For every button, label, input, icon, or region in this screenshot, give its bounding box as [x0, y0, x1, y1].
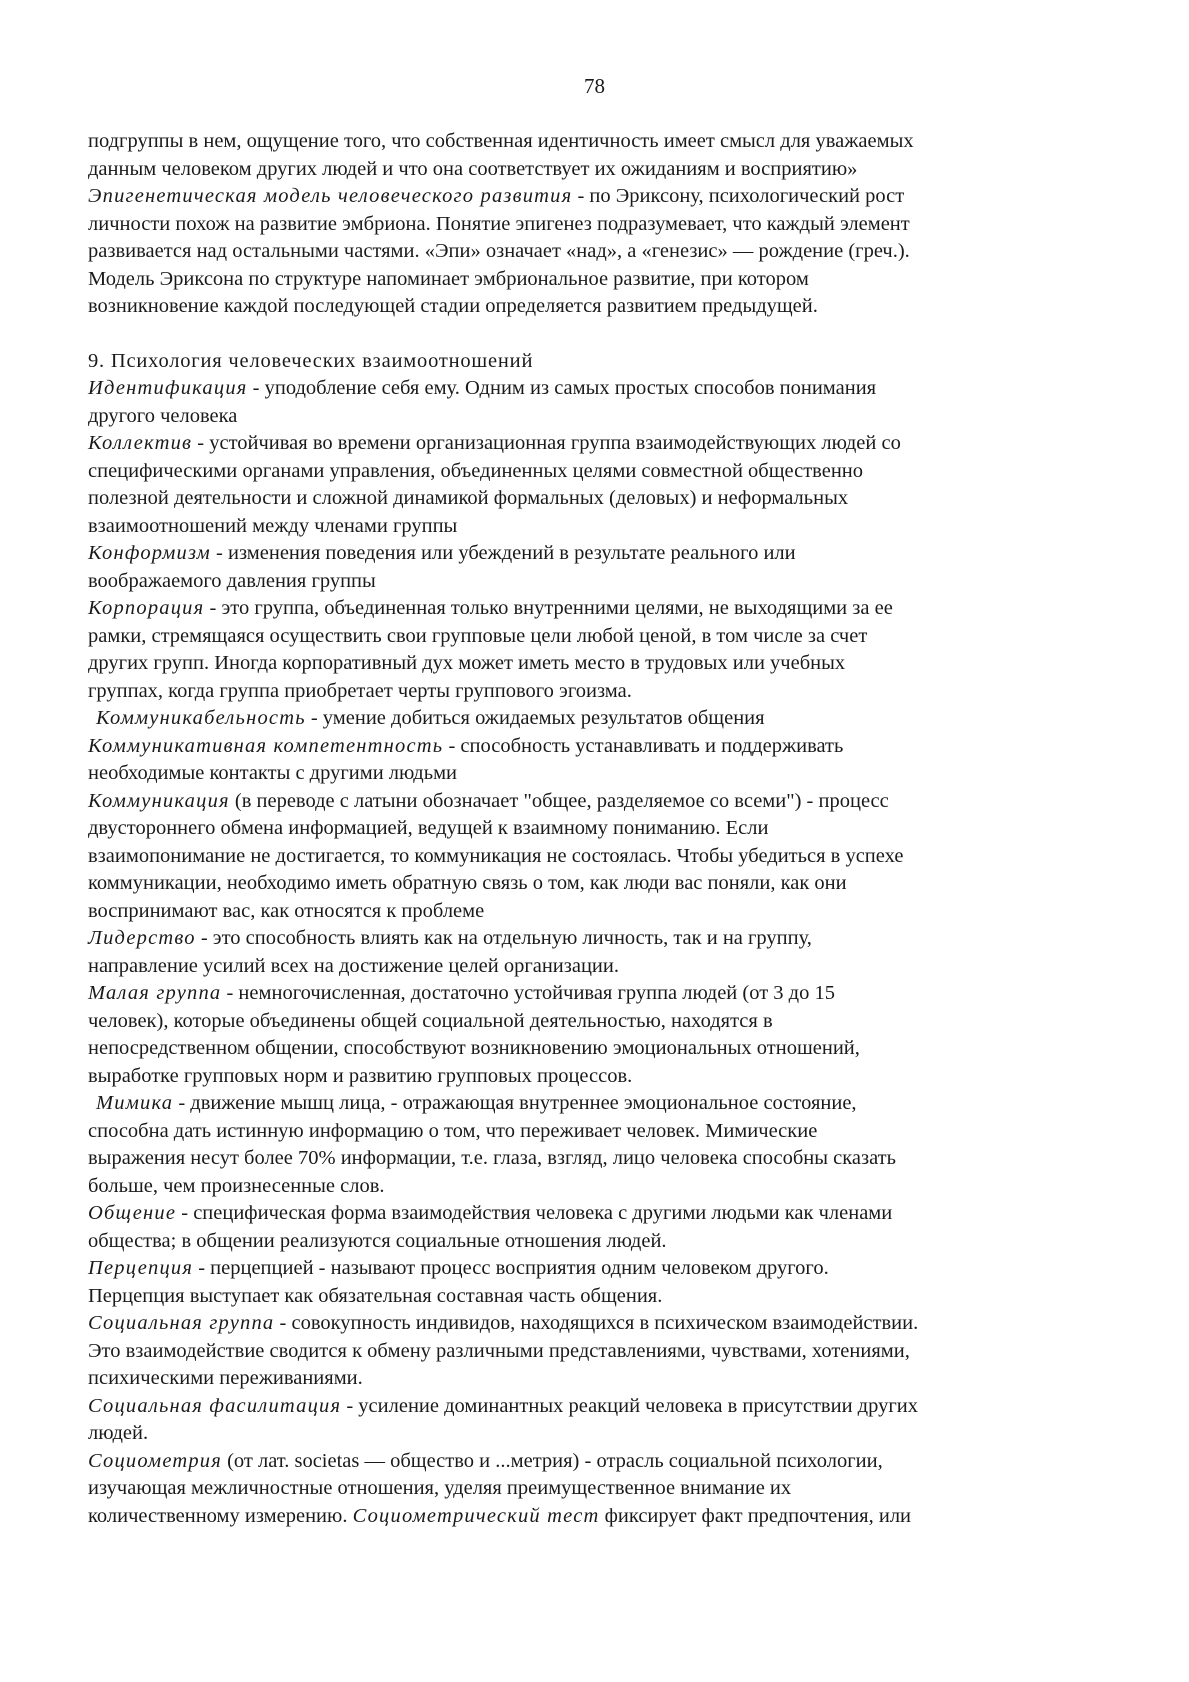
glossary-term: Социометрия — [88, 1449, 222, 1472]
text-line: развивается над остальными частями. «Эпи» означает «над», а «генезис» — рождение (греч.). — [88, 240, 910, 262]
glossary-term: Мимика — [96, 1092, 174, 1114]
definition-text: (в переводе с латыни обозначает "общее, разделяемое со всеми") - процесс — [229, 789, 889, 812]
glossary-term: Лидерство — [88, 927, 196, 949]
definition-text: (от лат. societas — общество и ...метрия) - отрасль социальной психологии, — [221, 1449, 883, 1472]
text-line: человек), которые объединены общей социальной деятельностью, находятся в — [88, 1009, 773, 1032]
glossary-term: Корпорация — [88, 597, 205, 619]
glossary-term: Идентификация — [88, 377, 248, 399]
glossary-term: Социальная группа — [88, 1312, 275, 1334]
glossary-entry-communicative-competence — [88, 733, 1088, 761]
text-line: других групп. Иногда корпоративный дух может иметь место в трудовых или учебных — [88, 652, 846, 674]
definition-text: - умение добиться ожидаемых результатов общения — [305, 707, 765, 729]
glossary-entry-sociability — [88, 705, 1088, 733]
glossary-entry-perception — [88, 1255, 1088, 1283]
text-line: изучающая межличностные отношения, уделяя преимущественное внимание их — [88, 1477, 792, 1499]
glossary-entry-communication — [88, 788, 1088, 816]
definition-text: - это группа, объединенная только внутренними целями, не выходящими за ее — [204, 597, 893, 619]
glossary-term: Коммуникация — [88, 789, 230, 812]
text-line: группах, когда группа приобретает черты группового эгоизма. — [88, 679, 632, 702]
glossary-term: Социальная фасилитация — [88, 1394, 342, 1417]
definition-text: - совокупность индивидов, находящихся в психическом взаимодействии. — [274, 1312, 919, 1334]
glossary-entry-social-group — [88, 1310, 1088, 1338]
definition-text: - способность устанавливать и поддерживать — [443, 734, 844, 757]
glossary-term: Перцепция — [88, 1257, 194, 1279]
definition-text: - перцепцией - называют процесс восприятия одним человеком другого. — [193, 1257, 829, 1279]
glossary-term: Конформизм — [88, 542, 211, 564]
text-line: больше, чем произнесенные слов. — [88, 1174, 385, 1197]
glossary-entry-corporation — [88, 595, 1088, 623]
text-line: взаимоотношений между членами группы — [88, 514, 458, 537]
text-line: необходимые контакты с другими людьми — [88, 762, 458, 784]
text-line: двустороннего обмена информацией, ведущей к взаимному пониманию. Если — [88, 817, 769, 839]
definition-text: - немногочисленная, достаточно устойчивая группа людей (от 3 до 15 — [221, 982, 835, 1004]
glossary-term: Малая группа — [88, 982, 222, 1004]
glossary-term: Социометрический тест — [352, 1504, 600, 1527]
text-line: Модель Эриксона по структуре напоминает эмбриональное развитие, при котором — [88, 267, 809, 290]
definition-text: - специфическая форма взаимодействия человека с другими людьми как членами — [176, 1202, 893, 1224]
page-number: 78 — [584, 74, 605, 98]
text-line: выражения несут более 70% информации, т.е. глаза, взгляд, лицо человека способны сказать — [88, 1147, 896, 1169]
definition-text: фиксирует факт предпочтения, или — [599, 1504, 912, 1527]
definition-text: - движение мышц лица, - отражающая внутреннее эмоциональное состояние, — [173, 1092, 857, 1114]
text-line: возникновение каждой последующей стадии определяется развитием предыдущей. — [88, 295, 818, 317]
text-line: взаимопонимание не достигается, то коммуникация не состоялась. Чтобы убедиться в успехе — [88, 844, 904, 867]
text-line: рамки, стремящаяся осуществить свои групповые цели любой ценой, в том числе за счет — [88, 624, 868, 647]
glossary-term: Общение — [88, 1202, 177, 1224]
text-line: воспринимают вас, как относятся к проблеме — [88, 899, 485, 922]
text-line: непосредственном общении, способствуют возникновению эмоциональных отношений, — [88, 1037, 860, 1059]
text-line: психическими переживаниями. — [88, 1367, 363, 1389]
text-line — [88, 1503, 1088, 1531]
glossary-entry-social-facilitation — [88, 1393, 1088, 1421]
glossary-entry-interaction — [88, 1200, 1088, 1228]
definition-text: - это способность влиять как на отдельную личность, так и на группу, — [195, 927, 812, 949]
text-line: другого человека — [88, 404, 238, 427]
text-line: личности похож на развитие эмбриона. Понятие эпигенез подразумевает, что каждый элемент — [88, 212, 910, 235]
text-line: коммуникации, необходимо иметь обратную связь о том, как люди вас поняли, как они — [88, 872, 847, 894]
text-line: подгруппы в нем, ощущение того, что собственная идентичность имеет смысл для уважаемых — [88, 130, 914, 152]
definition-text: - изменения поведения или убеждений в результате реального или — [210, 542, 796, 564]
text-line: Перцепция выступает как обязательная составная часть общения. — [88, 1284, 663, 1307]
section-heading: 9. Психология человеческих взаимоотношений — [88, 349, 534, 372]
glossary-term: Коммуникабельность — [96, 707, 306, 729]
glossary-entry-facial-expression — [88, 1090, 1088, 1118]
document-body — [88, 128, 1088, 1530]
text-line: специфическими органами управления, объединенных целями совместной общественно — [88, 459, 864, 482]
text-line: способна дать истинную информацию о том, что переживает человек. Мимические — [88, 1119, 818, 1142]
glossary-entry-collective — [88, 430, 1088, 458]
definition-text: - уподобление себя ему. Одним из самых простых способов понимания — [247, 377, 877, 399]
glossary-entry-epigenetic-model — [88, 183, 1088, 211]
paragraph-gap — [88, 321, 1088, 348]
glossary-entry-small-group — [88, 980, 1088, 1008]
text-line: выработке групповых норм и развитию групповых процессов. — [88, 1064, 633, 1087]
glossary-entry-leadership — [88, 925, 1088, 953]
definition-text: количественному измерению. — [88, 1504, 353, 1527]
text-line: данным человеком других людей и что она соответствует их ожиданиям и восприятию» — [88, 157, 858, 180]
glossary-term: Коллектив — [88, 432, 193, 454]
glossary-term: Коммуникативная компетентность — [88, 734, 444, 757]
text-line: Это взаимодействие сводится к обмену различными представлениями, чувствами, хотениями, — [88, 1339, 910, 1362]
text-line: полезной деятельности и сложной динамикой формальных (деловых) и неформальных — [88, 487, 849, 509]
glossary-entry-identification — [88, 375, 1088, 403]
text-line: воображаемого давления группы — [88, 569, 376, 592]
definition-text: - усиление доминантных реакций человека в присутствии других — [341, 1394, 918, 1417]
definition-text: - устойчивая во времени организационная группа взаимодействующих людей со — [192, 432, 901, 454]
definition-text: - по Эриксону, психологический рост — [572, 185, 905, 207]
text-line: общества; в общении реализуются социальные отношения людей. — [88, 1229, 667, 1252]
glossary-term: Эпигенетическая модель человеческого развития — [88, 185, 573, 207]
glossary-entry-conformism — [88, 540, 1088, 568]
text-line: направление усилий всех на достижение целей организации. — [88, 954, 619, 977]
glossary-entry-sociometry — [88, 1448, 1088, 1476]
text-line: людей. — [88, 1422, 149, 1444]
